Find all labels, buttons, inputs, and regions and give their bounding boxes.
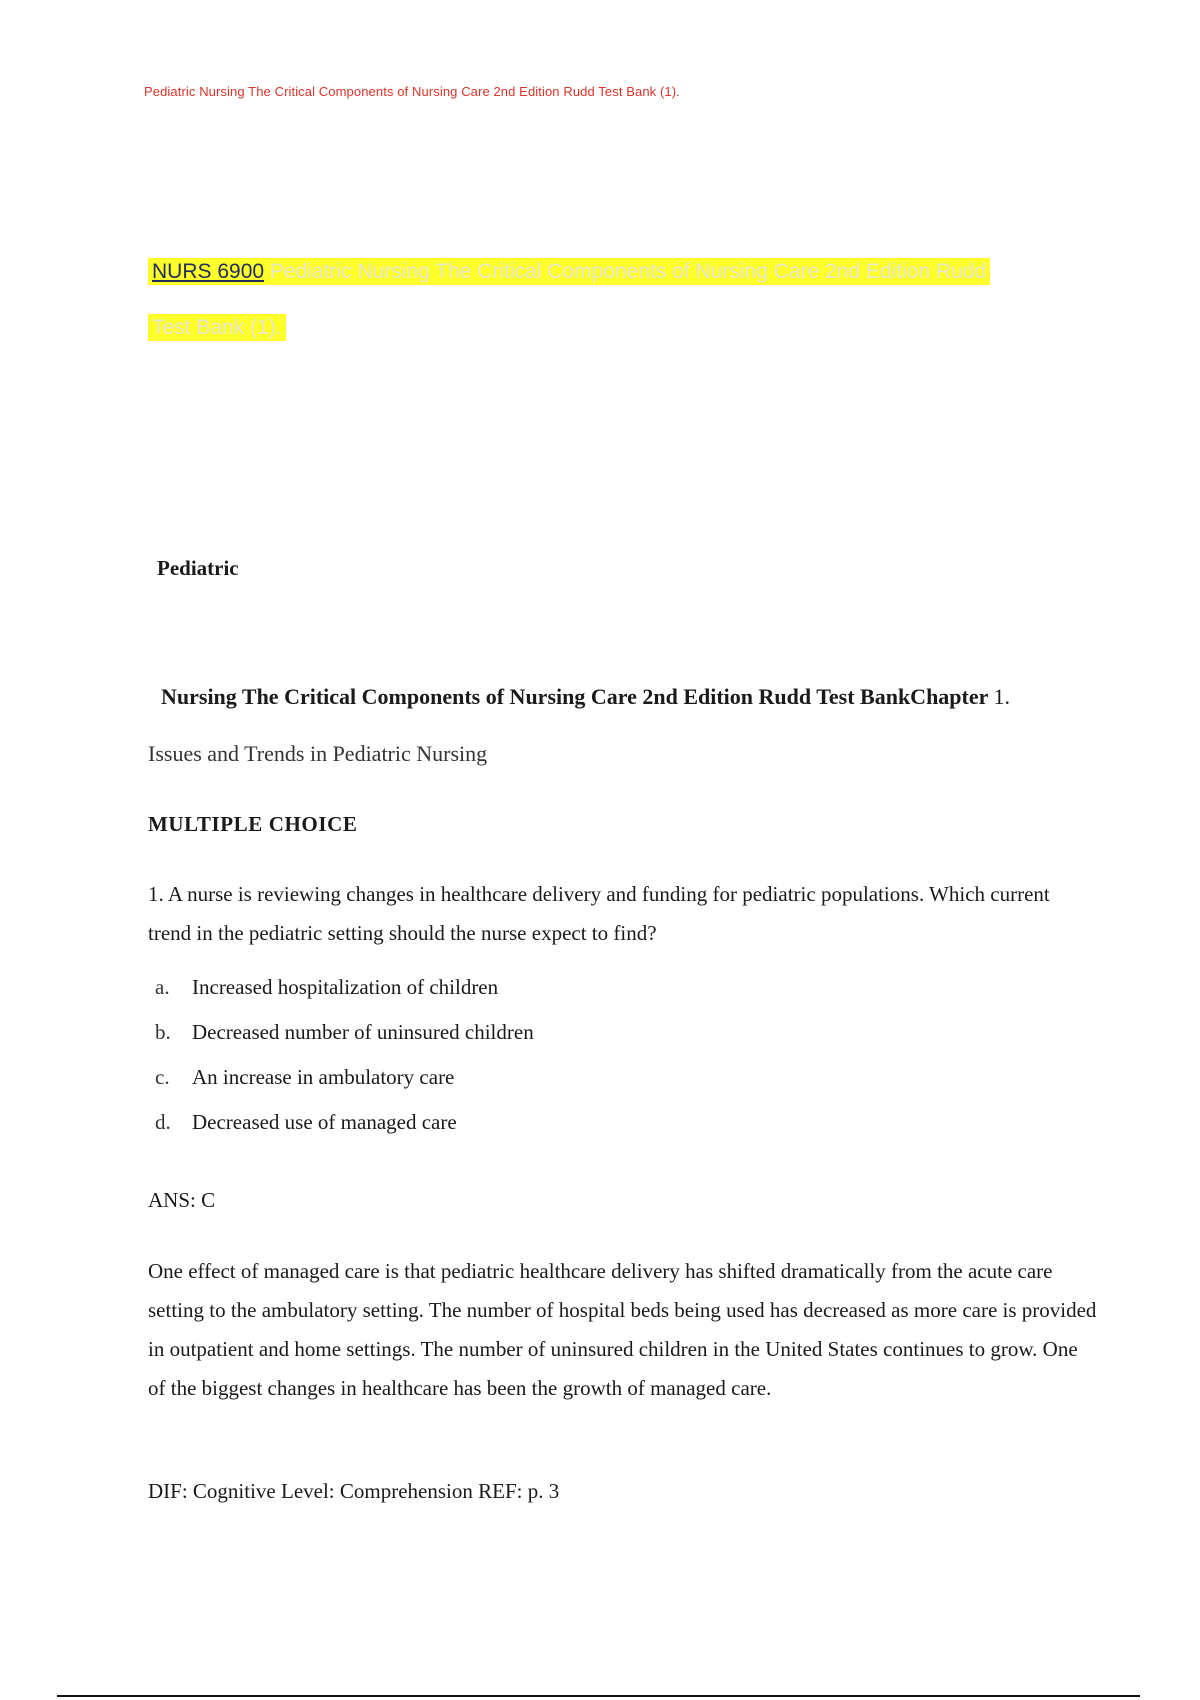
option-d bbox=[155, 1110, 534, 1155]
option-text: Decreased use of managed care bbox=[192, 1110, 457, 1134]
answer-options bbox=[155, 975, 534, 1155]
question-stem: 1. A nurse is reviewing changes in healthcare delivery and funding for pediatric populations. Which current trend in the pediatric setting should the nurse expect to find? bbox=[148, 882, 1050, 945]
book-title bbox=[161, 684, 1010, 710]
multiple-choice-heading: MULTIPLE CHOICE bbox=[148, 812, 358, 836]
highlighted-document-title bbox=[148, 244, 1068, 356]
highlight-line-2: Test Bank (1). bbox=[148, 314, 286, 341]
section-label: Pediatric bbox=[157, 556, 239, 580]
course-code-link[interactable]: NURS 6900 bbox=[152, 260, 265, 283]
option-letter: c. bbox=[155, 1065, 170, 1089]
running-header: Pediatric Nursing The Critical Components of Nursing Care 2nd Edition Rudd Test Bank (1). bbox=[144, 84, 680, 99]
difficulty-reference: DIF: Cognitive Level: Comprehension REF: p. 3 bbox=[148, 1479, 560, 1503]
chapter-number: 1. bbox=[993, 684, 1010, 709]
chapter-subtitle: Issues and Trends in Pediatric Nursing bbox=[148, 741, 488, 766]
option-text: Increased hospitalization of children bbox=[192, 975, 499, 999]
rationale-paragraph: One effect of managed care is that pediatric healthcare delivery has shifted dramatically from the acute care setting to the ambulatory setting. The number of hospital beds being used has decreased as more care is provided in outpatient and home settings. The number of uninsured children in the United States continues to grow. One of the biggest changes in healthcare has been the growth of managed care. bbox=[148, 1259, 1097, 1400]
option-b bbox=[155, 1020, 534, 1065]
highlight-title-text: Pediatric Nursing The Critical Components of Nursing Care 2nd Edition Rudd bbox=[269, 260, 987, 283]
page-bottom-divider bbox=[57, 1695, 1140, 1697]
option-letter: a. bbox=[155, 975, 170, 999]
option-letter: d. bbox=[155, 1110, 171, 1134]
book-title-text: Nursing The Critical Components of Nursing Care 2nd Edition Rudd Test BankChapter bbox=[161, 684, 988, 709]
option-letter: b. bbox=[155, 1020, 171, 1044]
option-a bbox=[155, 975, 534, 1020]
option-c bbox=[155, 1065, 534, 1110]
answer-key: ANS: C bbox=[148, 1188, 216, 1212]
highlight-line-1 bbox=[148, 258, 990, 285]
option-text: Decreased number of uninsured children bbox=[192, 1020, 534, 1044]
option-text: An increase in ambulatory care bbox=[192, 1065, 455, 1089]
